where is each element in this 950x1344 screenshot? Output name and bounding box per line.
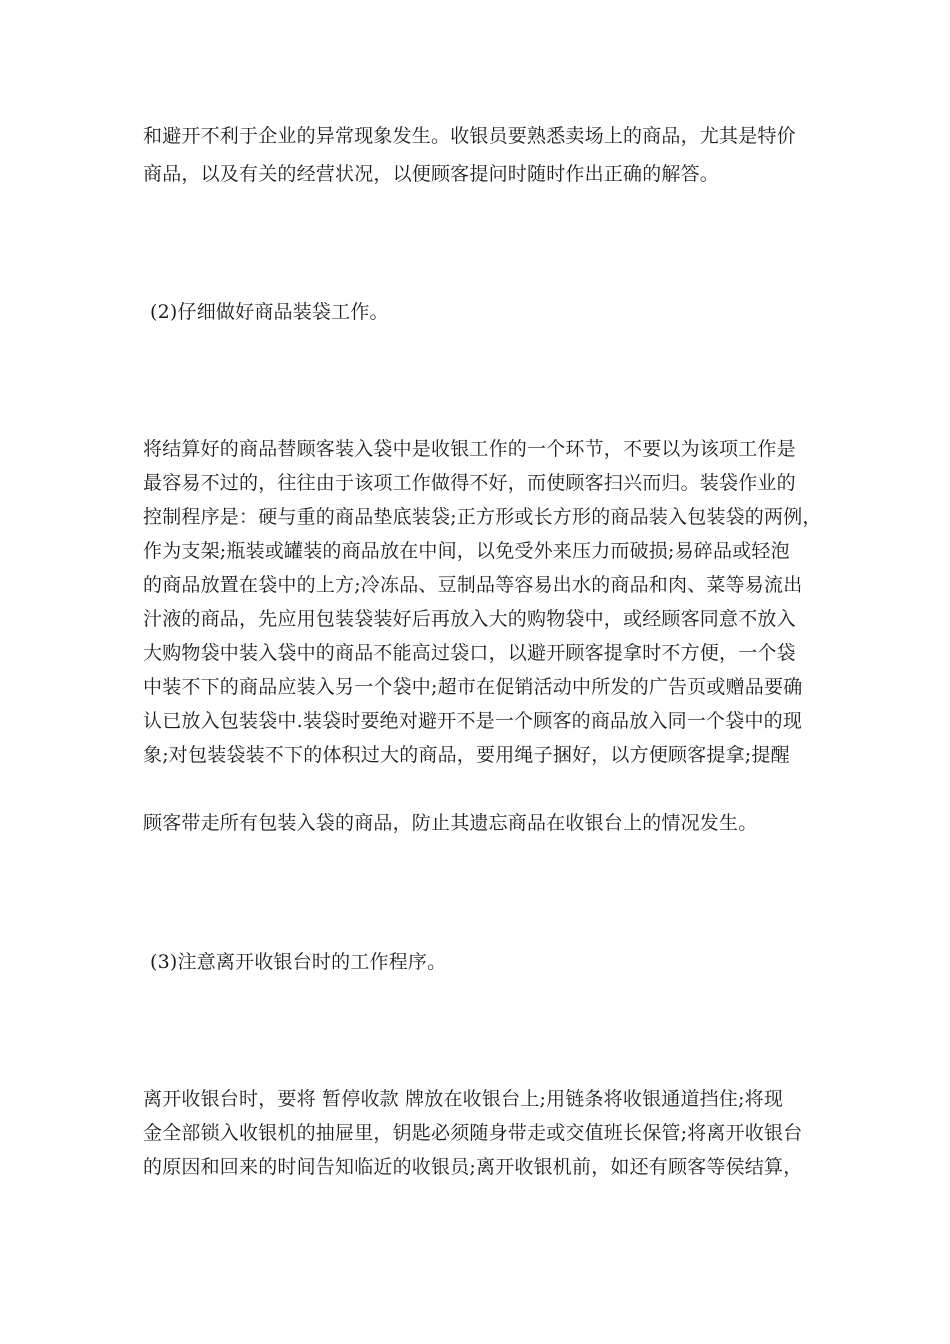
paragraph-line: 将结算好的商品替顾客装入袋中是收银工作的一个环节，不要以为该项工作是	[143, 438, 796, 460]
paragraph-line: 大购物袋中装入袋中的商品不能高过袋口，以避开顾客提拿时不方便，一个袋	[143, 642, 796, 664]
paragraph-line: 和避开不利于企业的异常现象发生。收银员要熟悉卖场上的商品，尤其是特价	[143, 125, 796, 147]
section-heading: (3)注意离开收银台时的工作程序。	[150, 951, 447, 973]
paragraph-line: 认已放入包装袋中.装袋时要绝对避开不是一个顾客的商品放入同一个袋中的现	[143, 710, 803, 732]
paragraph-line: 控制程序是：硬与重的商品垫底装袋;正方形或长方形的商品装入包装袋的两例，	[143, 506, 822, 528]
paragraph-line: 离开收银台时，要将 暂停收款 牌放在收银台上;用链条将收银通道挡住;将现	[143, 1088, 784, 1110]
paragraph-line: 中装不下的商品应装入另一个袋中;超市在促销活动中所发的广告页或赠品要确	[143, 676, 803, 698]
paragraph-line: 的原因和回来的时间告知临近的收银员;离开收银机前，如还有顾客等侯结算，	[143, 1156, 803, 1178]
paragraph-line: 作为支架;瓶装或罐装的商品放在中间，以免受外来压力而破损;易碎品或轻泡	[143, 540, 790, 562]
section-heading: (2)仔细做好商品装袋工作。	[150, 301, 389, 323]
paragraph-line: 最容易不过的，往往由于该项工作做得不好，而使顾客扫兴而归。装袋作业的	[143, 472, 796, 494]
paragraph-line: 的商品放置在袋中的上方;冷冻品、豆制品等容易出水的商品和肉、菜等易流出	[143, 574, 803, 596]
paragraph-line: 象;对包装袋装不下的体积过大的商品，要用绳子捆好，以方便顾客提拿;提醒	[143, 744, 790, 766]
paragraph-line: 顾客带走所有包装入袋的商品，防止其遗忘商品在收银台上的情况发生。	[143, 812, 758, 834]
paragraph-line: 金全部锁入收银机的抽屉里，钥匙必须随身带走或交值班长保管;将离开收银台	[143, 1122, 803, 1144]
paragraph-line: 汁液的商品，先应用包装袋装好后再放入大的购物袋中，或经顾客同意不放入	[143, 608, 796, 630]
paragraph-line: 商品，以及有关的经营状况，以便顾客提问时随时作出正确的解答。	[143, 163, 720, 185]
